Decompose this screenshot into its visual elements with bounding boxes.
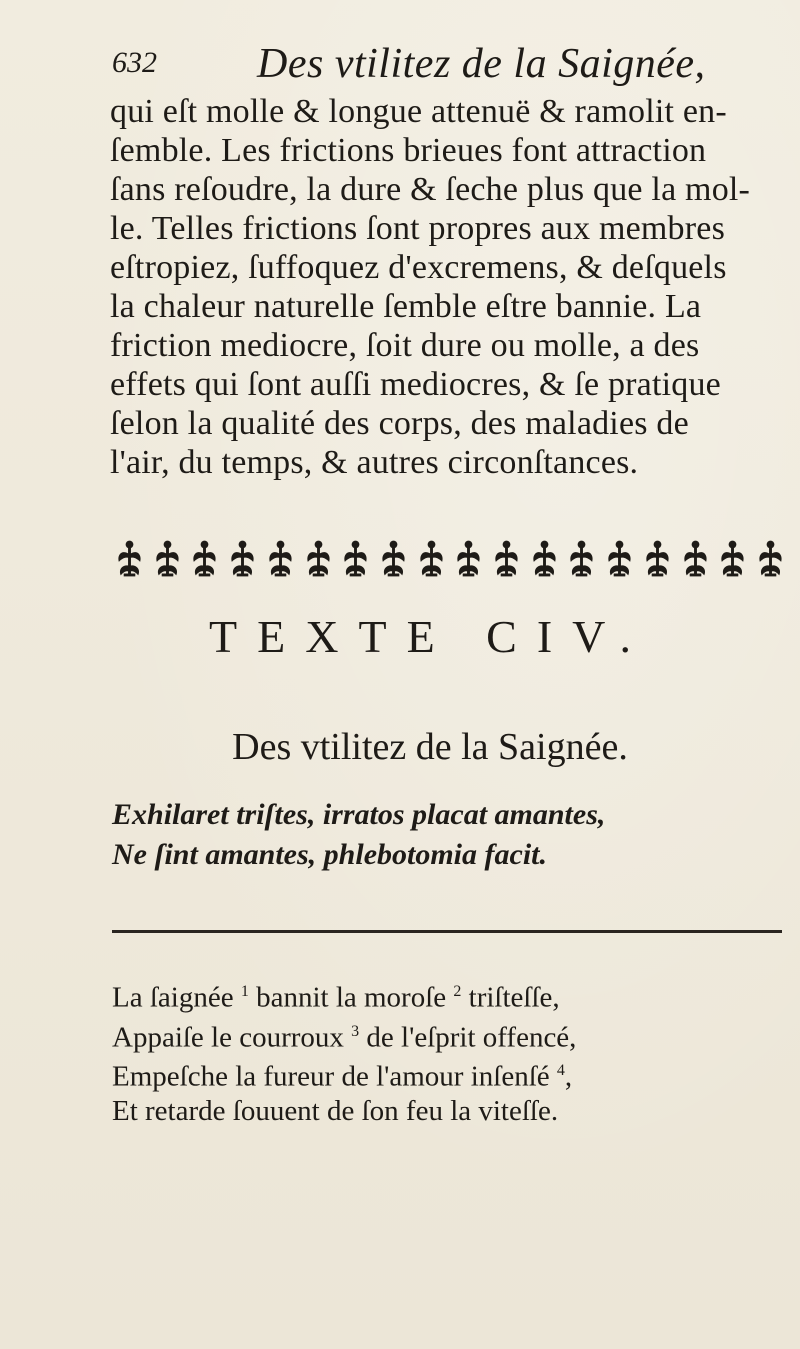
fleuron-icon	[228, 538, 257, 580]
epigraph-line: Exhilaret triſtes, irratos placat amantes,	[112, 798, 606, 831]
fleuron-icon	[304, 538, 333, 580]
body-line: qui eſt molle & longue attenuë & ramolit en-	[110, 93, 727, 130]
verse-text: La ſaignée	[112, 981, 234, 1014]
footnote-marker: 1	[240, 983, 249, 1000]
section-subtitle: Des vtilitez de la Saignée.	[232, 726, 628, 768]
verse-line	[112, 975, 772, 1015]
latin-epigraph	[112, 795, 772, 875]
footnote-marker: 3	[351, 1022, 360, 1040]
fleuron-icon	[530, 538, 559, 580]
body-line: ſemble. Les frictions brieues font attraction	[110, 132, 707, 169]
footnote-marker: 2	[453, 983, 462, 1000]
verse-line	[112, 1054, 772, 1094]
fleuron-icon	[605, 538, 634, 580]
body-paragraph	[110, 92, 800, 482]
verse-text: bannit la moroſe	[256, 981, 447, 1014]
body-line: friction mediocre, ſoit dure ou molle, a des	[110, 327, 700, 364]
section-heading: TEXTE CIV.	[209, 611, 651, 662]
french-verse	[112, 975, 772, 1128]
fleuron-icon	[567, 538, 596, 580]
body-line: eſtropiez, ſuffoquez d'excremens, & deſquels	[110, 249, 727, 286]
fleuron-icon	[190, 538, 219, 580]
fleuron-icon	[341, 538, 370, 580]
page-header	[112, 40, 752, 100]
fleuron-icon	[492, 538, 521, 580]
epigraph-line: Ne ſint amantes, phlebotomia facit.	[112, 838, 547, 871]
body-line: l'air, du temps, & autres circonſtances.	[110, 444, 639, 481]
fleuron-icon	[115, 538, 144, 580]
fleuron-icon	[718, 538, 747, 580]
fleuron-icon	[756, 538, 785, 580]
verse-text: ,	[564, 1060, 573, 1093]
verse-text: de l'eſprit offencé,	[366, 1021, 577, 1054]
running-title: Des vtilitez de la Saignée,	[257, 41, 706, 87]
verse-text: Empeſche la fureur de l'amour inſenſé	[112, 1060, 550, 1093]
fleuron-icon	[643, 538, 672, 580]
body-line: le. Telles frictions ſont propres aux membres	[110, 210, 726, 247]
verse-text: Appaiſe le courroux	[112, 1021, 344, 1054]
fleuron-icon	[153, 538, 182, 580]
body-line: la chaleur naturelle ſemble eſtre bannie. La	[110, 288, 702, 325]
fleuron-icon	[266, 538, 295, 580]
verse-text: triſteſſe,	[468, 981, 560, 1014]
fleuron-icon	[454, 538, 483, 580]
verse-line: Et retarde ſouuent de ſon feu la viteſſe.	[112, 1094, 559, 1127]
body-line: effets qui ſont auſſi mediocres, & ſe pratique	[110, 366, 721, 403]
fleuron-icon	[417, 538, 446, 580]
page-number: 632	[112, 46, 157, 79]
fleuron-ornament-band	[115, 535, 785, 583]
fleuron-icon	[379, 538, 408, 580]
body-line: ſelon la qualité des corps, des maladies de	[110, 405, 689, 442]
verse-line	[112, 1015, 772, 1055]
body-line: ſans reſoudre, la dure & ſeche plus que la mol-	[110, 171, 751, 208]
horizontal-rule	[112, 930, 782, 933]
footnote-marker: 4	[556, 1062, 565, 1080]
fleuron-icon	[681, 538, 710, 580]
